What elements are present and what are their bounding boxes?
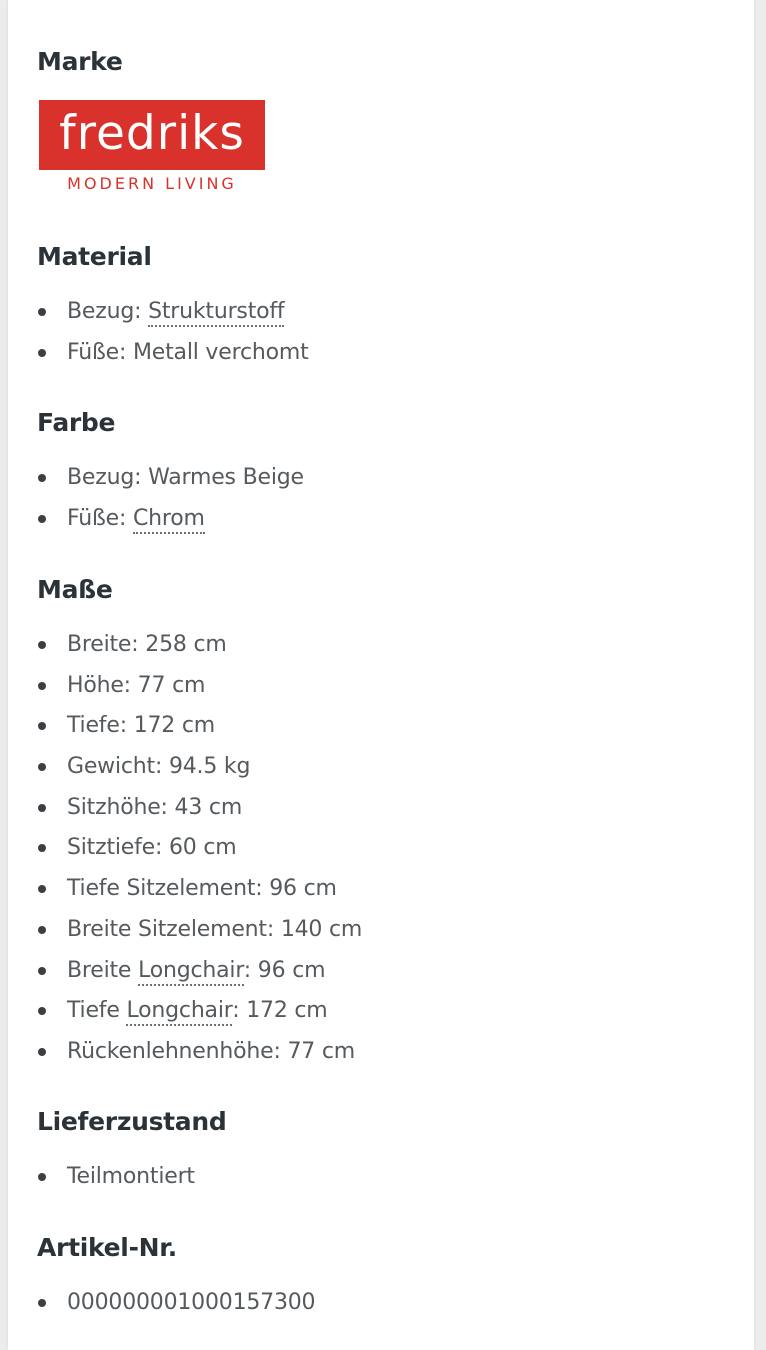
list-item: Füße: Chrom: [37, 507, 304, 548]
brand-logo-tagline: MODERN LIVING: [67, 174, 237, 193]
list-item: Rückenlehnenhöhe: 77 cm: [37, 1040, 362, 1081]
brand-logo-word: fredriks: [59, 106, 245, 161]
glossary-term-link[interactable]: Strukturstoff: [148, 299, 284, 327]
section-title-marke: Marke: [37, 47, 123, 76]
section-title-artikel-nr: Artikel-Nr.: [37, 1233, 177, 1262]
list-item: Teilmontiert: [37, 1165, 195, 1206]
list-item: Sitztiefe: 60 cm: [37, 836, 362, 877]
list-item: Füße: Metall verchomt: [37, 341, 309, 382]
section-title-lieferzustand: Lieferzustand: [37, 1107, 227, 1136]
lieferzustand-list: [37, 1165, 195, 1206]
material-list: [37, 300, 309, 381]
artikel-nr-list: [37, 1291, 315, 1332]
brand-logo[interactable]: [39, 100, 267, 196]
product-details-panel: [8, 0, 754, 1350]
list-item: Höhe: 77 cm: [37, 674, 362, 715]
section-title-masse: Maße: [37, 575, 113, 604]
list-item: Sitzhöhe: 43 cm: [37, 796, 362, 837]
glossary-term-link[interactable]: Longchair: [138, 958, 244, 986]
list-item: Gewicht: 94.5 kg: [37, 755, 362, 796]
list-item: Breite Longchair: 96 cm: [37, 959, 362, 1000]
section-title-material: Material: [37, 242, 152, 271]
masse-list: [37, 633, 362, 1081]
list-item: Bezug: Warmes Beige: [37, 466, 304, 507]
list-item: 000000001000157300: [37, 1291, 315, 1332]
list-item: Breite: 258 cm: [37, 633, 362, 674]
glossary-term-link[interactable]: Chrom: [133, 506, 205, 534]
section-title-farbe: Farbe: [37, 408, 116, 437]
list-item: Tiefe: 172 cm: [37, 714, 362, 755]
list-item: Tiefe Sitzelement: 96 cm: [37, 877, 362, 918]
brand-logo-box: [39, 100, 265, 170]
list-item: Bezug: Strukturstoff: [37, 300, 309, 341]
glossary-term-link[interactable]: Longchair: [126, 998, 232, 1026]
list-item: Tiefe Longchair: 172 cm: [37, 999, 362, 1040]
list-item: Breite Sitzelement: 140 cm: [37, 918, 362, 959]
farbe-list: [37, 466, 304, 547]
